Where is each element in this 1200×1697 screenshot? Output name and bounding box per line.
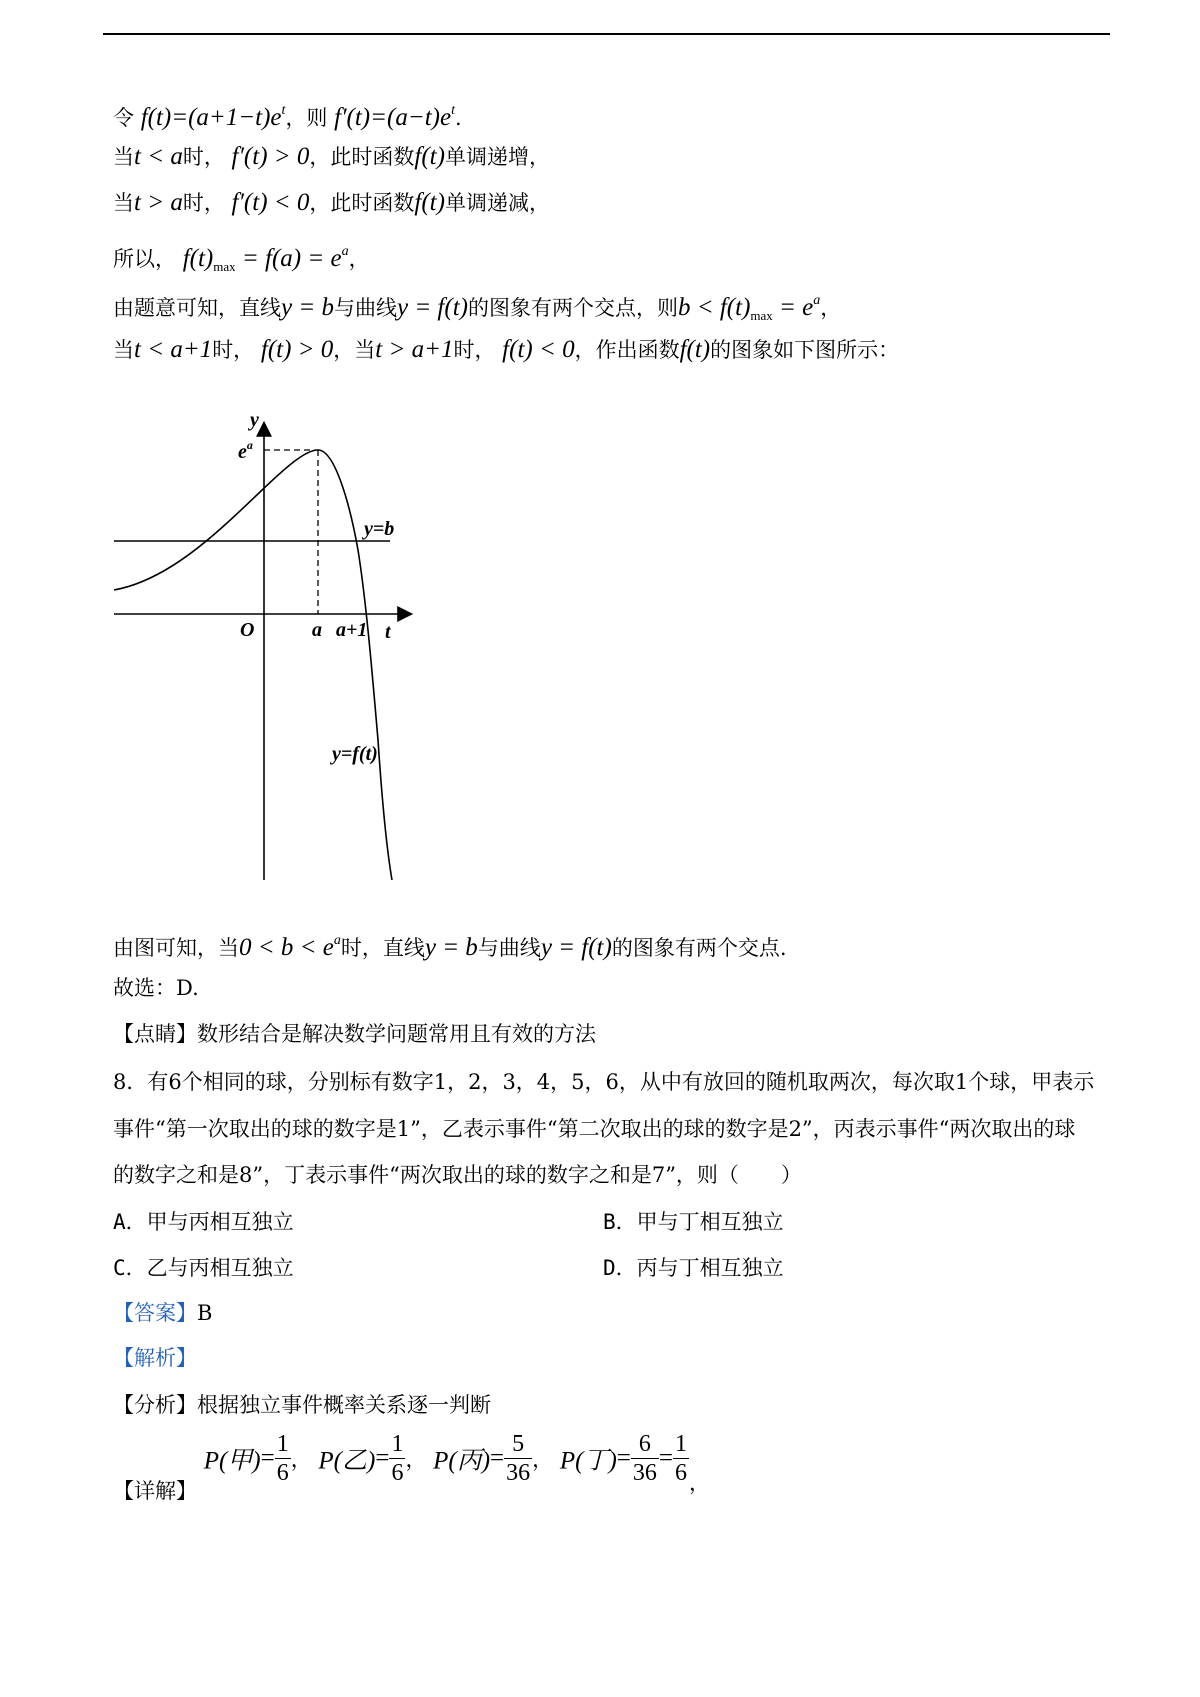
- math: y = f(t): [396, 294, 468, 321]
- p-jia: P(甲): [203, 1447, 261, 1475]
- y-axis-label: y: [250, 410, 259, 431]
- answer-line: [113, 1299, 212, 1327]
- math-max: $f(t)_{max} = f(a) = e^a$: [182, 244, 349, 274]
- math: f(t) > 0: [260, 336, 334, 363]
- math: t > a+1: [375, 336, 454, 363]
- question-line-1: 8．有6个相同的球，分别标有数字1，2，3，4，5，6，从中有放回的随机取两次，每次取1个球，甲表示: [113, 1070, 1095, 1094]
- peak-label: $e^a$: [238, 438, 253, 463]
- math: t < a+1: [134, 336, 213, 363]
- question-line-2: 事件“第一次取出的球的数字是1”，乙表示事件“第二次取出的球的数字是2”，丙表示事件“两次取出的球: [113, 1117, 1076, 1141]
- math: f′(t) > 0: [231, 143, 310, 170]
- solution-line-2: [113, 143, 550, 171]
- option-c[interactable]: C．乙与丙相互独立: [113, 1256, 294, 1280]
- fraction-5-36: $\frac{5}{36}$: [506, 1431, 531, 1486]
- p-yi: P(乙): [318, 1447, 376, 1475]
- math: t < a: [134, 143, 183, 170]
- text: 单调递减，: [444, 191, 550, 215]
- end-comma: ，: [688, 1471, 710, 1495]
- text: 时，直线: [340, 936, 425, 960]
- text: ，: [348, 247, 370, 271]
- text: 与曲线: [477, 936, 541, 960]
- math-condition: $b < f(t)_{max} = e^a$: [677, 293, 821, 323]
- math: f′(t) < 0: [231, 189, 310, 216]
- option-d[interactable]: D．丙与丁相互独立: [603, 1256, 784, 1280]
- fraction-1-6: $\frac{1}{6}$: [674, 1431, 687, 1486]
- p-ding: P(丁): [559, 1447, 617, 1475]
- analysis-label: 【解析】: [113, 1346, 197, 1370]
- text: .: [454, 106, 462, 130]
- answer-label: 【答案】: [113, 1301, 197, 1325]
- detail-label: 【详解】: [113, 1479, 197, 1503]
- equals: =: [260, 1444, 275, 1472]
- text: 时，: [453, 338, 496, 362]
- text: 由图可知，当: [113, 936, 239, 960]
- solution-line-3: [113, 189, 550, 217]
- option-b[interactable]: B．甲与丁相互独立: [603, 1210, 784, 1234]
- text: ，此时函数: [309, 145, 415, 169]
- text: ，则: [285, 106, 328, 130]
- math: f(t) < 0: [502, 336, 575, 363]
- option-a[interactable]: A．甲与丙相互独立: [113, 1210, 294, 1234]
- t-axis-label: t: [385, 621, 391, 643]
- text: 令: [113, 106, 134, 130]
- text: 时，: [182, 145, 225, 169]
- equals: =: [490, 1444, 505, 1472]
- math-f-def: $f(t)=(a+1-t)e^t$: [140, 103, 286, 131]
- sep: ，: [405, 1447, 427, 1472]
- text: 的图象有两个交点.: [611, 936, 787, 960]
- p-bing: P(丙): [433, 1447, 491, 1475]
- line-label: y=b: [364, 518, 395, 540]
- math: f(t): [679, 336, 711, 363]
- function-graph: [110, 410, 430, 890]
- text: 当: [113, 191, 134, 215]
- text: 时，: [212, 338, 255, 362]
- curve-label: y=f(t): [332, 743, 378, 765]
- tick-a-plus-1-label: a+1: [336, 619, 368, 641]
- solution-line-7: [113, 927, 787, 962]
- math-b-range: $0 < b < e^a$: [239, 933, 341, 961]
- text: ，当: [333, 338, 376, 362]
- math: y = b: [424, 934, 478, 961]
- text: 当: [113, 145, 134, 169]
- math: t > a: [134, 189, 183, 216]
- math: f(t): [414, 143, 445, 170]
- text: ，此时函数: [309, 191, 415, 215]
- math: y = f(t): [540, 934, 612, 961]
- math: y = b: [281, 294, 334, 321]
- curve-f-t: [114, 450, 395, 880]
- detail-line: [113, 1430, 710, 1505]
- math: f(t): [414, 189, 445, 216]
- solution-line-6: [113, 336, 899, 364]
- text: 的图象如下图所示：: [710, 338, 900, 362]
- origin-label: O: [240, 619, 255, 641]
- tick-a-label: a: [312, 619, 322, 641]
- fenxi-line: 【分析】根据独立事件概率关系逐一判断: [113, 1393, 491, 1417]
- text: 的图象有两个交点，则: [467, 296, 678, 320]
- fraction-1-6: $\frac{1}{6}$: [276, 1431, 289, 1486]
- math-f-derivative: $f'(t)=(a-t)e^t$: [334, 103, 455, 131]
- solution-line-1: [113, 97, 462, 132]
- text: 所以，: [113, 247, 176, 271]
- text: 时，: [182, 191, 225, 215]
- tip-line: 【点睛】数形结合是解决数学问题常用且有效的方法: [113, 1022, 596, 1046]
- question-line-3: 的数字之和是8”，丁表示事件“两次取出的球的数字之和是7”，则（ ）: [113, 1163, 802, 1187]
- choice-line: 故选：D.: [113, 976, 199, 1000]
- equals: =: [658, 1444, 673, 1472]
- sep: ，: [532, 1447, 554, 1472]
- equals: =: [375, 1444, 390, 1472]
- header-rule: [103, 33, 1110, 35]
- text: 单调递增，: [444, 145, 550, 169]
- fraction-6-36: $\frac{6}{36}$: [632, 1431, 657, 1486]
- text: ，: [820, 296, 842, 320]
- text: 与曲线: [333, 296, 397, 320]
- text: 当: [113, 338, 134, 362]
- equals: =: [616, 1444, 631, 1472]
- solution-line-5: [113, 287, 841, 330]
- sep: ，: [290, 1447, 312, 1472]
- solution-line-4: [113, 238, 370, 281]
- fraction-1-6: $\frac{1}{6}$: [391, 1431, 404, 1486]
- answer-value: B: [197, 1301, 213, 1325]
- text: ，作出函数: [574, 338, 680, 362]
- text: 由题意可知，直线: [113, 296, 281, 320]
